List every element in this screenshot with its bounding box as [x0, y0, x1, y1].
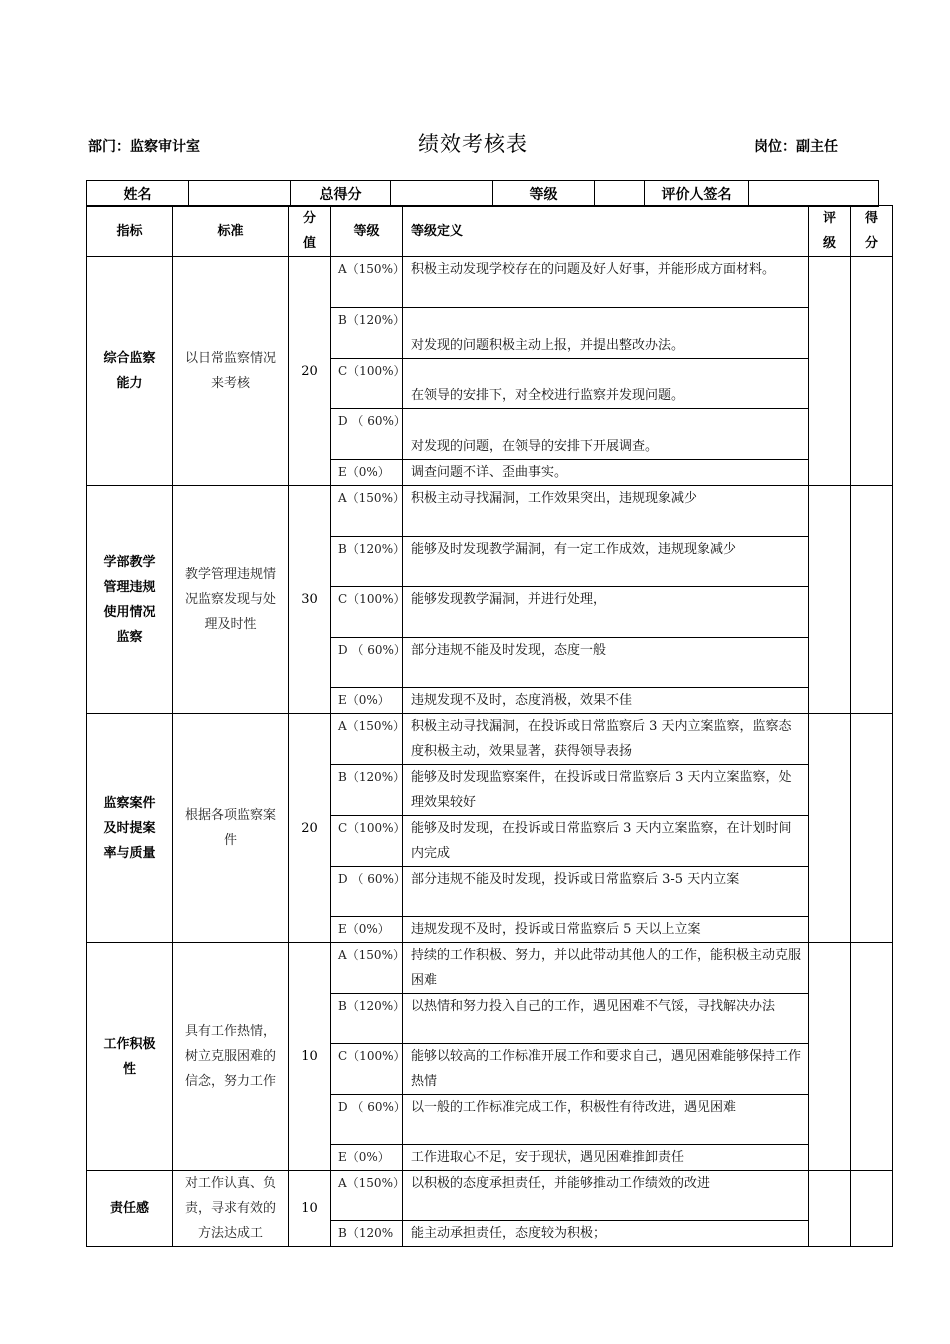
grade-cell: B（120%） [331, 537, 403, 587]
grade-definition-cell: 工作进取心不足，安于现状，遇见困难推卸责任 [403, 1145, 809, 1171]
name-label: 姓名 [87, 181, 189, 207]
grade-definition-cell: 积极主动寻找漏洞，工作效果突出，违规现象减少 [403, 486, 809, 537]
points-field[interactable] [851, 486, 893, 714]
indicator-cell: 工作积极性 [87, 943, 173, 1171]
grade-cell: D （ 60%） [331, 1095, 403, 1145]
points-field[interactable] [851, 714, 893, 943]
table-row [87, 1171, 893, 1221]
standard-cell: 对工作认真、负责，寻求有效的方法达成工 [173, 1171, 289, 1247]
score-value-cell: 10 [289, 1171, 331, 1247]
indicator-cell: 学部教学管理违规使用情况监察 [87, 486, 173, 714]
indicator-cell: 综合监察能力 [87, 257, 173, 486]
rating-field[interactable] [809, 486, 851, 714]
grade-definition-cell: 部分违规不能及时发现，态度一般 [403, 638, 809, 688]
grade-cell: E（0%） [331, 688, 403, 714]
grade-definition-cell: 以积极的态度承担责任，并能够推动工作绩效的改进 [403, 1171, 809, 1221]
grade-cell: E（0%） [331, 460, 403, 486]
grade-definition-cell: 违规发现不及时，投诉或日常监察后 5 天以上立案 [403, 917, 809, 943]
grade-cell: B（120%） [331, 308, 403, 359]
score-value-cell: 20 [289, 257, 331, 486]
total-score-field[interactable] [391, 181, 493, 207]
score-value-cell: 20 [289, 714, 331, 943]
points-field[interactable] [851, 257, 893, 486]
department-label: 部门：监察审计室 [88, 139, 200, 155]
points-field[interactable] [851, 1171, 893, 1247]
col-grade-definition: 等级定义 [403, 206, 809, 257]
grade-definition-cell: 调查问题不详、歪曲事实。 [403, 460, 809, 486]
table-row [87, 714, 893, 765]
grade-definition-cell: 以一般的工作标准完成工作，积极性有待改进，遇见困难 [403, 1095, 809, 1145]
grade-cell: A（150%） [331, 1171, 403, 1221]
table-row [87, 943, 893, 994]
position-label: 岗位：副主任 [754, 139, 838, 155]
indicator-cell: 监察案件及时提案率与质量 [87, 714, 173, 943]
grade-definition-cell: 能够发现教学漏洞，并进行处理， [403, 587, 809, 638]
grade-definition-cell: 积极主动寻找漏洞，在投诉或日常监察后 3 天内立案监察，监察态度积极主动，效果显著，获得领导表扬 [403, 714, 809, 765]
grade-cell: B（120%） [331, 994, 403, 1044]
grade-cell: B（120% [331, 1221, 403, 1247]
grade-cell: D （ 60%） [331, 638, 403, 688]
grade-definition-cell: 能主动承担责任，态度较为积极； [403, 1221, 809, 1247]
grade-cell: E（0%） [331, 1145, 403, 1171]
assessment-table [86, 205, 893, 1247]
grade-cell: B（120%） [331, 765, 403, 816]
col-indicator: 指标 [87, 206, 173, 257]
table-header-row [87, 206, 893, 257]
grade-cell: C（100%） [331, 587, 403, 638]
grade-definition-cell: 违规发现不及时，态度消极，效果不佳 [403, 688, 809, 714]
signer-field[interactable] [749, 181, 879, 207]
standard-cell: 以日常监察情况来考核 [173, 257, 289, 486]
grade-cell: A（150%） [331, 486, 403, 537]
standard-cell: 根据各项监察案件 [173, 714, 289, 943]
grade-definition-cell: 以热情和努力投入自己的工作，遇见困难不气馁，寻找解决办法 [403, 994, 809, 1044]
grade-definition-cell: 能够以较高的工作标准开展工作和要求自己，遇见困难能够保持工作热情 [403, 1044, 809, 1095]
col-points: 得 分 [851, 206, 893, 257]
grade-field[interactable] [595, 181, 645, 207]
table-row [87, 257, 893, 308]
rating-field[interactable] [809, 257, 851, 486]
grade-cell: A（150%） [331, 714, 403, 765]
grade-definition-cell: 积极主动发现学校存在的问题及好人好事，并能形成方面材料。 [403, 257, 809, 308]
grade-definition-cell: 能够及时发现监察案件，在投诉或日常监察后 3 天内立案监察，处理效果较好 [403, 765, 809, 816]
grade-cell: E（0%） [331, 917, 403, 943]
grade-definition-cell: 对发现的问题积极主动上报，并提出整改办法。 [403, 308, 809, 359]
info-table [86, 180, 879, 207]
grade-cell: D （ 60%） [331, 409, 403, 460]
indicator-cell: 责任感 [87, 1171, 173, 1247]
grade-label: 等级 [493, 181, 595, 207]
grade-cell: A（150%） [331, 943, 403, 994]
page-title: 绩效考核表 [418, 132, 528, 156]
grade-definition-cell: 部分违规不能及时发现，投诉或日常监察后 3-5 天内立案 [403, 867, 809, 917]
grade-definition-cell: 在领导的安排下，对全校进行监察并发现问题。 [403, 359, 809, 409]
grade-cell: C（100%） [331, 1044, 403, 1095]
grade-cell: D （ 60%） [331, 867, 403, 917]
grade-cell: A（150%） [331, 257, 403, 308]
score-value-cell: 30 [289, 486, 331, 714]
grade-cell: C（100%） [331, 359, 403, 409]
rating-field[interactable] [809, 714, 851, 943]
standard-cell: 具有工作热情，树立克服困难的信念，努力工作 [173, 943, 289, 1171]
standard-cell: 教学管理违规情况监察发现与处理及时性 [173, 486, 289, 714]
signer-label: 评价人签名 [645, 181, 749, 207]
rating-field[interactable] [809, 1171, 851, 1247]
score-value-cell: 10 [289, 943, 331, 1171]
grade-cell: C（100%） [331, 816, 403, 867]
grade-definition-cell: 能够及时发现，在投诉或日常监察后 3 天内立案监察，在计划时间内完成 [403, 816, 809, 867]
total-score-label: 总得分 [291, 181, 391, 207]
name-field[interactable] [189, 181, 291, 207]
col-grade: 等级 [331, 206, 403, 257]
col-standard: 标准 [173, 206, 289, 257]
grade-definition-cell: 对发现的问题，在领导的安排下开展调查。 [403, 409, 809, 460]
points-field[interactable] [851, 943, 893, 1171]
table-row [87, 486, 893, 537]
rating-field[interactable] [809, 943, 851, 1171]
grade-definition-cell: 持续的工作积极、努力，并以此带动其他人的工作，能积极主动克服困难 [403, 943, 809, 994]
col-rating: 评 级 [809, 206, 851, 257]
col-score: 分 值 [289, 206, 331, 257]
grade-definition-cell: 能够及时发现教学漏洞，有一定工作成效，违规现象减少 [403, 537, 809, 587]
